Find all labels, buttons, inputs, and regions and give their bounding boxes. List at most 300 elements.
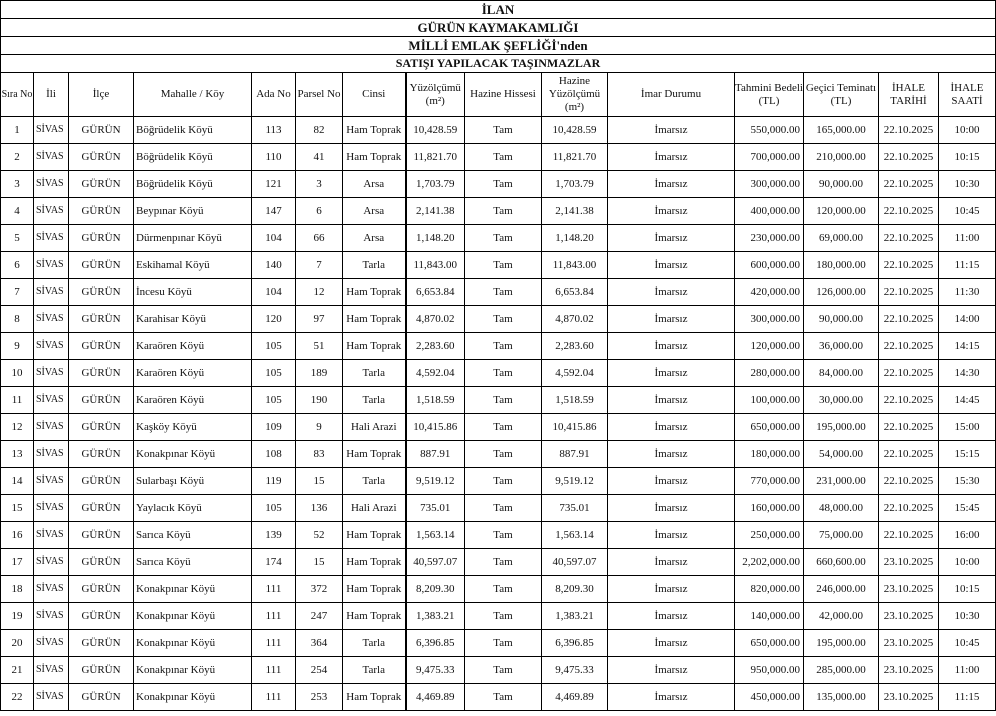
cell-tarih: 23.10.2025 bbox=[879, 630, 939, 657]
cell-ada: 111 bbox=[252, 657, 296, 684]
cell-hazine-hissesi: Tam bbox=[465, 198, 542, 225]
cell-imar: İmarsız bbox=[608, 225, 735, 252]
cell-hazine-yuzolcumu: 1,703.79 bbox=[542, 171, 608, 198]
cell-sira: 7 bbox=[1, 279, 34, 306]
cell-tarih: 22.10.2025 bbox=[879, 279, 939, 306]
cell-mahalle: Sularbaşı Köyü bbox=[134, 468, 252, 495]
cell-tarih: 22.10.2025 bbox=[879, 495, 939, 522]
cell-gecici: 195,000.00 bbox=[804, 414, 879, 441]
cell-ili: SİVAS bbox=[34, 684, 69, 711]
cell-mahalle: Karaören Köyü bbox=[134, 360, 252, 387]
cell-ili: SİVAS bbox=[34, 333, 69, 360]
cell-tahmini: 140,000.00 bbox=[735, 603, 804, 630]
notice-title: İLAN bbox=[1, 1, 996, 19]
cell-ili: SİVAS bbox=[34, 252, 69, 279]
cell-parsel: 97 bbox=[296, 306, 343, 333]
cell-sira: 4 bbox=[1, 198, 34, 225]
cell-ili: SİVAS bbox=[34, 360, 69, 387]
cell-hazine-yuzolcumu: 1,148.20 bbox=[542, 225, 608, 252]
cell-gecici: 69,000.00 bbox=[804, 225, 879, 252]
cell-tarih: 22.10.2025 bbox=[879, 441, 939, 468]
cell-ilce: GÜRÜN bbox=[69, 522, 134, 549]
cell-saat: 14:15 bbox=[939, 333, 996, 360]
cell-parsel: 372 bbox=[296, 576, 343, 603]
cell-saat: 10:15 bbox=[939, 576, 996, 603]
cell-tarih: 22.10.2025 bbox=[879, 144, 939, 171]
table-row bbox=[1, 225, 996, 252]
cell-ili: SİVAS bbox=[34, 171, 69, 198]
table-row bbox=[1, 360, 996, 387]
cell-parsel: 12 bbox=[296, 279, 343, 306]
header-tarih: İHALE TARİHİ bbox=[879, 73, 939, 117]
cell-gecici: 48,000.00 bbox=[804, 495, 879, 522]
cell-mahalle: Karaören Köyü bbox=[134, 333, 252, 360]
cell-hazine-hissesi: Tam bbox=[465, 306, 542, 333]
cell-cinsi: Ham Toprak bbox=[343, 279, 406, 306]
cell-tahmini: 400,000.00 bbox=[735, 198, 804, 225]
cell-cinsi: Arsa bbox=[343, 198, 406, 225]
cell-cinsi: Ham Toprak bbox=[343, 306, 406, 333]
cell-hazine-hissesi: Tam bbox=[465, 279, 542, 306]
cell-mahalle: Beypınar Köyü bbox=[134, 198, 252, 225]
cell-ili: SİVAS bbox=[34, 306, 69, 333]
cell-imar: İmarsız bbox=[608, 333, 735, 360]
cell-tahmini: 300,000.00 bbox=[735, 306, 804, 333]
cell-ilce: GÜRÜN bbox=[69, 549, 134, 576]
header-saat: İHALE SAATİ bbox=[939, 73, 996, 117]
cell-sira: 22 bbox=[1, 684, 34, 711]
cell-yuzolcumu: 4,592.04 bbox=[406, 360, 465, 387]
cell-imar: İmarsız bbox=[608, 117, 735, 144]
cell-hazine-yuzolcumu: 887.91 bbox=[542, 441, 608, 468]
cell-parsel: 364 bbox=[296, 630, 343, 657]
cell-gecici: 54,000.00 bbox=[804, 441, 879, 468]
cell-mahalle: Konakpınar Köyü bbox=[134, 576, 252, 603]
cell-yuzolcumu: 9,475.33 bbox=[406, 657, 465, 684]
cell-imar: İmarsız bbox=[608, 495, 735, 522]
cell-ili: SİVAS bbox=[34, 279, 69, 306]
cell-ada: 113 bbox=[252, 117, 296, 144]
cell-saat: 14:30 bbox=[939, 360, 996, 387]
cell-ada: 139 bbox=[252, 522, 296, 549]
cell-saat: 15:00 bbox=[939, 414, 996, 441]
cell-gecici: 195,000.00 bbox=[804, 630, 879, 657]
cell-sira: 17 bbox=[1, 549, 34, 576]
cell-ilce: GÜRÜN bbox=[69, 252, 134, 279]
cell-tahmini: 250,000.00 bbox=[735, 522, 804, 549]
cell-saat: 10:30 bbox=[939, 171, 996, 198]
cell-tahmini: 650,000.00 bbox=[735, 630, 804, 657]
cell-saat: 10:45 bbox=[939, 198, 996, 225]
cell-tahmini: 450,000.00 bbox=[735, 684, 804, 711]
cell-parsel: 41 bbox=[296, 144, 343, 171]
cell-ili: SİVAS bbox=[34, 387, 69, 414]
cell-ili: SİVAS bbox=[34, 522, 69, 549]
cell-ilce: GÜRÜN bbox=[69, 468, 134, 495]
header-ilce: İlçe bbox=[69, 73, 134, 117]
cell-cinsi: Ham Toprak bbox=[343, 522, 406, 549]
cell-tahmini: 700,000.00 bbox=[735, 144, 804, 171]
cell-parsel: 190 bbox=[296, 387, 343, 414]
cell-parsel: 15 bbox=[296, 549, 343, 576]
table-row bbox=[1, 684, 996, 711]
cell-cinsi: Tarla bbox=[343, 657, 406, 684]
cell-yuzolcumu: 6,396.85 bbox=[406, 630, 465, 657]
cell-yuzolcumu: 2,283.60 bbox=[406, 333, 465, 360]
cell-hazine-hissesi: Tam bbox=[465, 495, 542, 522]
cell-hazine-hissesi: Tam bbox=[465, 414, 542, 441]
cell-hazine-yuzolcumu: 1,518.59 bbox=[542, 387, 608, 414]
cell-ilce: GÜRÜN bbox=[69, 171, 134, 198]
cell-tahmini: 550,000.00 bbox=[735, 117, 804, 144]
cell-ili: SİVAS bbox=[34, 144, 69, 171]
cell-mahalle: Sarıca Köyü bbox=[134, 549, 252, 576]
cell-ada: 111 bbox=[252, 630, 296, 657]
cell-gecici: 90,000.00 bbox=[804, 306, 879, 333]
cell-hazine-yuzolcumu: 9,475.33 bbox=[542, 657, 608, 684]
cell-ilce: GÜRÜN bbox=[69, 603, 134, 630]
cell-tarih: 23.10.2025 bbox=[879, 576, 939, 603]
cell-tahmini: 180,000.00 bbox=[735, 441, 804, 468]
cell-tarih: 22.10.2025 bbox=[879, 333, 939, 360]
cell-sira: 2 bbox=[1, 144, 34, 171]
cell-saat: 10:30 bbox=[939, 603, 996, 630]
cell-hazine-hissesi: Tam bbox=[465, 603, 542, 630]
cell-hazine-hissesi: Tam bbox=[465, 576, 542, 603]
cell-gecici: 30,000.00 bbox=[804, 387, 879, 414]
cell-cinsi: Hali Arazi bbox=[343, 495, 406, 522]
cell-sira: 14 bbox=[1, 468, 34, 495]
cell-gecici: 75,000.00 bbox=[804, 522, 879, 549]
cell-hazine-hissesi: Tam bbox=[465, 333, 542, 360]
cell-ilce: GÜRÜN bbox=[69, 495, 134, 522]
cell-parsel: 247 bbox=[296, 603, 343, 630]
cell-imar: İmarsız bbox=[608, 414, 735, 441]
cell-hazine-hissesi: Tam bbox=[465, 225, 542, 252]
cell-imar: İmarsız bbox=[608, 171, 735, 198]
cell-hazine-hissesi: Tam bbox=[465, 117, 542, 144]
cell-ilce: GÜRÜN bbox=[69, 657, 134, 684]
cell-saat: 15:15 bbox=[939, 441, 996, 468]
table-row bbox=[1, 549, 996, 576]
cell-mahalle: Böğrüdelik Köyü bbox=[134, 171, 252, 198]
cell-cinsi: Tarla bbox=[343, 387, 406, 414]
cell-saat: 15:30 bbox=[939, 468, 996, 495]
cell-parsel: 136 bbox=[296, 495, 343, 522]
cell-gecici: 180,000.00 bbox=[804, 252, 879, 279]
cell-mahalle: Eskihamal Köyü bbox=[134, 252, 252, 279]
cell-gecici: 165,000.00 bbox=[804, 117, 879, 144]
cell-saat: 16:00 bbox=[939, 522, 996, 549]
cell-ada: 111 bbox=[252, 603, 296, 630]
cell-sira: 18 bbox=[1, 576, 34, 603]
cell-mahalle: Karaören Köyü bbox=[134, 387, 252, 414]
cell-imar: İmarsız bbox=[608, 360, 735, 387]
cell-imar: İmarsız bbox=[608, 684, 735, 711]
cell-ilce: GÜRÜN bbox=[69, 198, 134, 225]
cell-saat: 11:30 bbox=[939, 279, 996, 306]
cell-hazine-yuzolcumu: 8,209.30 bbox=[542, 576, 608, 603]
cell-gecici: 246,000.00 bbox=[804, 576, 879, 603]
cell-imar: İmarsız bbox=[608, 603, 735, 630]
cell-sira: 21 bbox=[1, 657, 34, 684]
table-row bbox=[1, 252, 996, 279]
cell-tarih: 22.10.2025 bbox=[879, 225, 939, 252]
cell-yuzolcumu: 4,870.02 bbox=[406, 306, 465, 333]
cell-mahalle: Konakpınar Köyü bbox=[134, 441, 252, 468]
cell-yuzolcumu: 40,597.07 bbox=[406, 549, 465, 576]
cell-ada: 105 bbox=[252, 333, 296, 360]
table-row bbox=[1, 495, 996, 522]
cell-cinsi: Ham Toprak bbox=[343, 333, 406, 360]
cell-mahalle: Konakpınar Köyü bbox=[134, 684, 252, 711]
cell-ilce: GÜRÜN bbox=[69, 576, 134, 603]
cell-cinsi: Ham Toprak bbox=[343, 144, 406, 171]
table-row bbox=[1, 468, 996, 495]
cell-saat: 14:45 bbox=[939, 387, 996, 414]
cell-imar: İmarsız bbox=[608, 306, 735, 333]
cell-hazine-hissesi: Tam bbox=[465, 657, 542, 684]
cell-saat: 11:00 bbox=[939, 225, 996, 252]
office-title: MİLLİ EMLAK ŞEFLİĞİ'nden bbox=[1, 37, 996, 55]
cell-yuzolcumu: 735.01 bbox=[406, 495, 465, 522]
cell-ilce: GÜRÜN bbox=[69, 144, 134, 171]
table-row bbox=[1, 657, 996, 684]
cell-parsel: 253 bbox=[296, 684, 343, 711]
cell-ili: SİVAS bbox=[34, 576, 69, 603]
cell-cinsi: Arsa bbox=[343, 225, 406, 252]
cell-yuzolcumu: 8,209.30 bbox=[406, 576, 465, 603]
cell-ilce: GÜRÜN bbox=[69, 441, 134, 468]
cell-tarih: 22.10.2025 bbox=[879, 522, 939, 549]
cell-saat: 11:15 bbox=[939, 684, 996, 711]
cell-tahmini: 820,000.00 bbox=[735, 576, 804, 603]
cell-cinsi: Tarla bbox=[343, 468, 406, 495]
cell-tahmini: 770,000.00 bbox=[735, 468, 804, 495]
cell-tahmini: 100,000.00 bbox=[735, 387, 804, 414]
cell-gecici: 210,000.00 bbox=[804, 144, 879, 171]
cell-ilce: GÜRÜN bbox=[69, 225, 134, 252]
header-imar: İmar Durumu bbox=[608, 73, 735, 117]
cell-mahalle: Böğrüdelik Köyü bbox=[134, 144, 252, 171]
cell-ada: 111 bbox=[252, 576, 296, 603]
cell-imar: İmarsız bbox=[608, 576, 735, 603]
cell-sira: 3 bbox=[1, 171, 34, 198]
cell-hazine-yuzolcumu: 2,141.38 bbox=[542, 198, 608, 225]
cell-yuzolcumu: 1,383.21 bbox=[406, 603, 465, 630]
cell-tahmini: 280,000.00 bbox=[735, 360, 804, 387]
table-row bbox=[1, 441, 996, 468]
cell-hazine-hissesi: Tam bbox=[465, 144, 542, 171]
cell-parsel: 66 bbox=[296, 225, 343, 252]
cell-yuzolcumu: 11,843.00 bbox=[406, 252, 465, 279]
column-header-row bbox=[1, 73, 996, 117]
cell-yuzolcumu: 2,141.38 bbox=[406, 198, 465, 225]
table-row bbox=[1, 306, 996, 333]
cell-parsel: 9 bbox=[296, 414, 343, 441]
cell-hazine-yuzolcumu: 40,597.07 bbox=[542, 549, 608, 576]
cell-ada: 120 bbox=[252, 306, 296, 333]
cell-hazine-hissesi: Tam bbox=[465, 522, 542, 549]
cell-imar: İmarsız bbox=[608, 387, 735, 414]
cell-gecici: 120,000.00 bbox=[804, 198, 879, 225]
cell-hazine-yuzolcumu: 11,843.00 bbox=[542, 252, 608, 279]
table-row bbox=[1, 279, 996, 306]
cell-mahalle: Sarıca Köyü bbox=[134, 522, 252, 549]
cell-cinsi: Ham Toprak bbox=[343, 549, 406, 576]
cell-ada: 111 bbox=[252, 684, 296, 711]
table-row bbox=[1, 414, 996, 441]
cell-ada: 174 bbox=[252, 549, 296, 576]
cell-ili: SİVAS bbox=[34, 657, 69, 684]
cell-ada: 147 bbox=[252, 198, 296, 225]
cell-sira: 15 bbox=[1, 495, 34, 522]
cell-yuzolcumu: 6,653.84 bbox=[406, 279, 465, 306]
cell-tarih: 22.10.2025 bbox=[879, 414, 939, 441]
header-gecici: Geçici Teminatı (TL) bbox=[804, 73, 879, 117]
cell-ada: 104 bbox=[252, 279, 296, 306]
cell-ada: 105 bbox=[252, 387, 296, 414]
cell-cinsi: Ham Toprak bbox=[343, 576, 406, 603]
cell-imar: İmarsız bbox=[608, 441, 735, 468]
cell-parsel: 254 bbox=[296, 657, 343, 684]
cell-tarih: 22.10.2025 bbox=[879, 306, 939, 333]
cell-ada: 121 bbox=[252, 171, 296, 198]
cell-hazine-yuzolcumu: 10,428.59 bbox=[542, 117, 608, 144]
header-yuzolcumu: Yüzölçümü (m²) bbox=[406, 73, 465, 117]
cell-saat: 15:45 bbox=[939, 495, 996, 522]
cell-mahalle: Konakpınar Köyü bbox=[134, 603, 252, 630]
cell-sira: 20 bbox=[1, 630, 34, 657]
cell-yuzolcumu: 10,428.59 bbox=[406, 117, 465, 144]
cell-mahalle: Konakpınar Köyü bbox=[134, 630, 252, 657]
cell-parsel: 15 bbox=[296, 468, 343, 495]
table-row bbox=[1, 630, 996, 657]
cell-gecici: 84,000.00 bbox=[804, 360, 879, 387]
cell-ili: SİVAS bbox=[34, 117, 69, 144]
table-row bbox=[1, 387, 996, 414]
cell-hazine-hissesi: Tam bbox=[465, 468, 542, 495]
cell-hazine-hissesi: Tam bbox=[465, 171, 542, 198]
cell-sira: 19 bbox=[1, 603, 34, 630]
cell-gecici: 285,000.00 bbox=[804, 657, 879, 684]
cell-saat: 10:45 bbox=[939, 630, 996, 657]
cell-cinsi: Hali Arazi bbox=[343, 414, 406, 441]
header-parsel: Parsel No bbox=[296, 73, 343, 117]
cell-cinsi: Tarla bbox=[343, 252, 406, 279]
cell-imar: İmarsız bbox=[608, 630, 735, 657]
cell-hazine-hissesi: Tam bbox=[465, 360, 542, 387]
cell-hazine-yuzolcumu: 11,821.70 bbox=[542, 144, 608, 171]
cell-yuzolcumu: 887.91 bbox=[406, 441, 465, 468]
cell-hazine-yuzolcumu: 4,870.02 bbox=[542, 306, 608, 333]
cell-ili: SİVAS bbox=[34, 414, 69, 441]
header-ili: İli bbox=[34, 73, 69, 117]
authority-title: GÜRÜN KAYMAKAMLIĞI bbox=[1, 19, 996, 37]
cell-ada: 104 bbox=[252, 225, 296, 252]
cell-cinsi: Ham Toprak bbox=[343, 441, 406, 468]
cell-parsel: 6 bbox=[296, 198, 343, 225]
cell-tahmini: 2,202,000.00 bbox=[735, 549, 804, 576]
cell-cinsi: Tarla bbox=[343, 360, 406, 387]
cell-imar: İmarsız bbox=[608, 144, 735, 171]
cell-parsel: 83 bbox=[296, 441, 343, 468]
cell-yuzolcumu: 1,703.79 bbox=[406, 171, 465, 198]
cell-tarih: 22.10.2025 bbox=[879, 198, 939, 225]
cell-parsel: 52 bbox=[296, 522, 343, 549]
cell-hazine-yuzolcumu: 2,283.60 bbox=[542, 333, 608, 360]
cell-gecici: 36,000.00 bbox=[804, 333, 879, 360]
cell-tahmini: 300,000.00 bbox=[735, 171, 804, 198]
cell-ilce: GÜRÜN bbox=[69, 306, 134, 333]
cell-mahalle: Kaşköy Köyü bbox=[134, 414, 252, 441]
cell-cinsi: Ham Toprak bbox=[343, 117, 406, 144]
cell-sira: 8 bbox=[1, 306, 34, 333]
header-tahmini: Tahmini Bedeli (TL) bbox=[735, 73, 804, 117]
cell-ada: 119 bbox=[252, 468, 296, 495]
cell-hazine-hissesi: Tam bbox=[465, 387, 542, 414]
cell-parsel: 82 bbox=[296, 117, 343, 144]
cell-sira: 9 bbox=[1, 333, 34, 360]
cell-ilce: GÜRÜN bbox=[69, 279, 134, 306]
table-row bbox=[1, 144, 996, 171]
cell-hazine-hissesi: Tam bbox=[465, 630, 542, 657]
cell-ili: SİVAS bbox=[34, 495, 69, 522]
header-hazine-hissesi: Hazine Hissesi bbox=[465, 73, 542, 117]
cell-saat: 10:15 bbox=[939, 144, 996, 171]
cell-tahmini: 160,000.00 bbox=[735, 495, 804, 522]
cell-hazine-yuzolcumu: 6,396.85 bbox=[542, 630, 608, 657]
cell-ada: 108 bbox=[252, 441, 296, 468]
table-row bbox=[1, 117, 996, 144]
cell-tarih: 23.10.2025 bbox=[879, 603, 939, 630]
cell-ili: SİVAS bbox=[34, 549, 69, 576]
cell-ili: SİVAS bbox=[34, 630, 69, 657]
header-mahalle: Mahalle / Köy bbox=[134, 73, 252, 117]
table-row bbox=[1, 198, 996, 225]
cell-tahmini: 120,000.00 bbox=[735, 333, 804, 360]
cell-yuzolcumu: 9,519.12 bbox=[406, 468, 465, 495]
cell-imar: İmarsız bbox=[608, 252, 735, 279]
table-row bbox=[1, 171, 996, 198]
cell-tarih: 22.10.2025 bbox=[879, 360, 939, 387]
header-sira: Sıra No bbox=[1, 73, 34, 117]
cell-imar: İmarsız bbox=[608, 279, 735, 306]
cell-cinsi: Ham Toprak bbox=[343, 684, 406, 711]
cell-ili: SİVAS bbox=[34, 198, 69, 225]
table-row bbox=[1, 576, 996, 603]
cell-tarih: 22.10.2025 bbox=[879, 117, 939, 144]
cell-tahmini: 950,000.00 bbox=[735, 657, 804, 684]
cell-tarih: 23.10.2025 bbox=[879, 684, 939, 711]
cell-saat: 10:00 bbox=[939, 117, 996, 144]
cell-ili: SİVAS bbox=[34, 603, 69, 630]
cell-tarih: 23.10.2025 bbox=[879, 549, 939, 576]
cell-saat: 10:00 bbox=[939, 549, 996, 576]
cell-hazine-hissesi: Tam bbox=[465, 684, 542, 711]
cell-hazine-hissesi: Tam bbox=[465, 549, 542, 576]
cell-hazine-yuzolcumu: 4,469.89 bbox=[542, 684, 608, 711]
cell-sira: 11 bbox=[1, 387, 34, 414]
cell-mahalle: Karahisar Köyü bbox=[134, 306, 252, 333]
cell-tarih: 22.10.2025 bbox=[879, 171, 939, 198]
cell-cinsi: Tarla bbox=[343, 630, 406, 657]
cell-gecici: 126,000.00 bbox=[804, 279, 879, 306]
table-row bbox=[1, 603, 996, 630]
cell-ada: 105 bbox=[252, 495, 296, 522]
cell-sira: 16 bbox=[1, 522, 34, 549]
cell-yuzolcumu: 11,821.70 bbox=[406, 144, 465, 171]
